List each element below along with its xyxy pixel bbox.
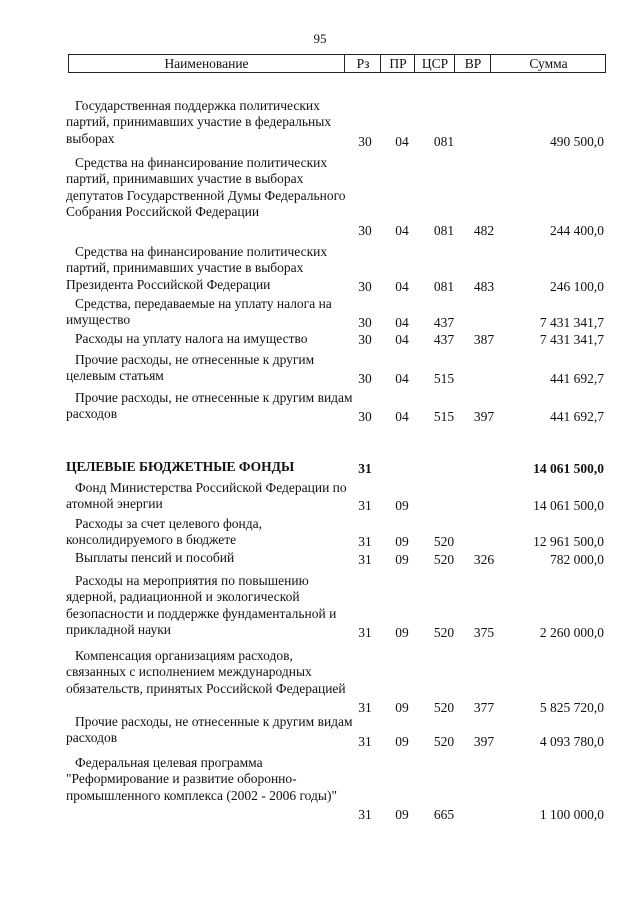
row-csr: 520 [433, 734, 455, 749]
row-name: Государственная поддержка политических партий, принимавших участие в федеральных выборах [66, 98, 332, 146]
row-csr: 520 [433, 625, 455, 640]
row-csr: 515 [433, 371, 455, 386]
row-rz: 31 [358, 807, 372, 822]
row-vr: 483 [473, 279, 495, 294]
row-sum: 490 500,0 [550, 134, 604, 149]
row-name: Фонд Министерства Российской Федерации по атомной энергии [66, 480, 347, 512]
column-header-sum: Сумма [490, 55, 606, 72]
row-csr: 520 [433, 700, 455, 715]
row-csr: 515 [433, 409, 455, 424]
row-pr: 09 [395, 498, 409, 513]
row-rz: 30 [358, 371, 372, 386]
row-rz: 31 [358, 552, 372, 567]
row-name: Расходы на уплату налога на имущество [75, 331, 308, 346]
row-pr: 04 [395, 409, 409, 424]
column-header-csr: ЦСР [414, 55, 455, 72]
row-rz: 31 [358, 700, 372, 715]
row-pr: 09 [395, 734, 409, 749]
row-rz: 30 [358, 332, 372, 347]
row-pr: 04 [395, 371, 409, 386]
table-row [0, 714, 640, 750]
row-csr: 081 [433, 279, 455, 294]
row-rz: 30 [358, 409, 372, 424]
table-row [0, 648, 640, 716]
row-rz: 30 [358, 279, 372, 294]
row-name: Прочие расходы, не отнесенные к другим видам расходов [66, 390, 353, 422]
row-sum: 441 692,7 [550, 371, 604, 386]
row-sum: 4 093 780,0 [539, 734, 604, 749]
row-sum: 244 400,0 [550, 223, 604, 238]
row-sum: 5 825 720,0 [539, 700, 604, 715]
row-sum: 14 061 500,0 [533, 498, 604, 513]
table-row [0, 390, 640, 425]
row-vr: 377 [473, 700, 495, 715]
table-row [0, 296, 640, 331]
row-csr: 520 [433, 552, 455, 567]
row-rz: 31 [358, 734, 372, 749]
row-rz: 30 [358, 223, 372, 238]
row-pr: 09 [395, 700, 409, 715]
row-sum: 12 961 500,0 [533, 534, 604, 549]
row-rz: 30 [358, 315, 372, 330]
row-name: Прочие расходы, не отнесенные к другим видам расходов [66, 714, 353, 746]
table-row [0, 755, 640, 823]
column-header-rz: Рз [344, 55, 381, 72]
row-sum: 782 000,0 [550, 552, 604, 567]
row-name: Расходы за счет целевого фонда, консолидируемого в бюджете [66, 516, 262, 548]
row-sum: 1 100 000,0 [539, 807, 604, 822]
row-name: Компенсация организациям расходов, связанных с исполнением международных обязательств, принятых Российской Федерацией [66, 648, 346, 696]
table-row [0, 459, 640, 477]
row-pr: 09 [395, 807, 409, 822]
row-pr: 09 [395, 625, 409, 640]
row-sum: 246 100,0 [550, 279, 604, 294]
row-csr: 081 [433, 223, 455, 238]
row-csr: 520 [433, 534, 455, 549]
row-name: Прочие расходы, не отнесенные к другим целевым статьям [66, 352, 315, 384]
row-sum: 7 431 341,7 [539, 332, 604, 347]
row-sum: 441 692,7 [550, 409, 604, 424]
row-rz: 31 [358, 498, 372, 513]
table-row [0, 550, 640, 568]
row-pr: 09 [395, 534, 409, 549]
row-vr: 482 [473, 223, 495, 238]
row-pr: 09 [395, 552, 409, 567]
row-pr: 04 [395, 279, 409, 294]
row-vr: 397 [473, 409, 495, 424]
row-sum: 7 431 341,7 [539, 315, 604, 330]
row-vr: 375 [473, 625, 495, 640]
row-name: Средства на финансирование политических партий, принимавших участие в выборах Президента Российской Федерации [66, 244, 328, 292]
row-pr: 04 [395, 315, 409, 330]
table-row [0, 331, 640, 348]
table-row [0, 573, 640, 641]
table-row [0, 244, 640, 295]
table-row [0, 352, 640, 387]
column-header-vr: ВР [454, 55, 491, 72]
page-number: 95 [313, 31, 327, 46]
table-header [68, 54, 606, 73]
row-name: Федеральная целевая программа "Реформирование и развитие оборонно-промышленного комплекса (2002 - 2006 годы)" [66, 755, 337, 803]
column-header-name: Наименование [164, 56, 249, 71]
row-rz: 30 [358, 134, 372, 149]
row-csr: 081 [433, 134, 455, 149]
row-vr: 326 [473, 552, 495, 567]
row-vr: 397 [473, 734, 495, 749]
row-pr: 04 [395, 332, 409, 347]
row-csr: 437 [433, 332, 455, 347]
row-name: ЦЕЛЕВЫЕ БЮДЖЕТНЫЕ ФОНДЫ [66, 459, 295, 474]
table-row [0, 155, 640, 239]
row-csr: 665 [433, 807, 455, 822]
row-name: Расходы на мероприятия по повышению ядерной, радиационной и экологической безопасности и поддержке фундаментальной и прикладной науки [66, 573, 337, 637]
row-pr: 04 [395, 223, 409, 238]
row-pr: 04 [395, 134, 409, 149]
row-name: Средства, передаваемые на уплату налога на имущество [66, 296, 332, 328]
row-sum: 14 061 500,0 [533, 461, 604, 476]
row-rz: 31 [358, 534, 372, 549]
row-rz: 31 [358, 461, 372, 476]
row-sum: 2 260 000,0 [539, 625, 604, 640]
row-name: Средства на финансирование политических партий, принимавших участие в выборах депутатов Государственной Думы Федерального Собрания Российской Федерации [66, 155, 346, 219]
table-row [0, 516, 640, 550]
row-csr: 437 [433, 315, 455, 330]
table-row [0, 98, 640, 150]
row-rz: 31 [358, 625, 372, 640]
row-vr: 387 [473, 332, 495, 347]
column-header-pr: ПР [380, 55, 415, 72]
table-row [0, 480, 640, 514]
row-name: Выплаты пенсий и пособий [75, 550, 235, 565]
